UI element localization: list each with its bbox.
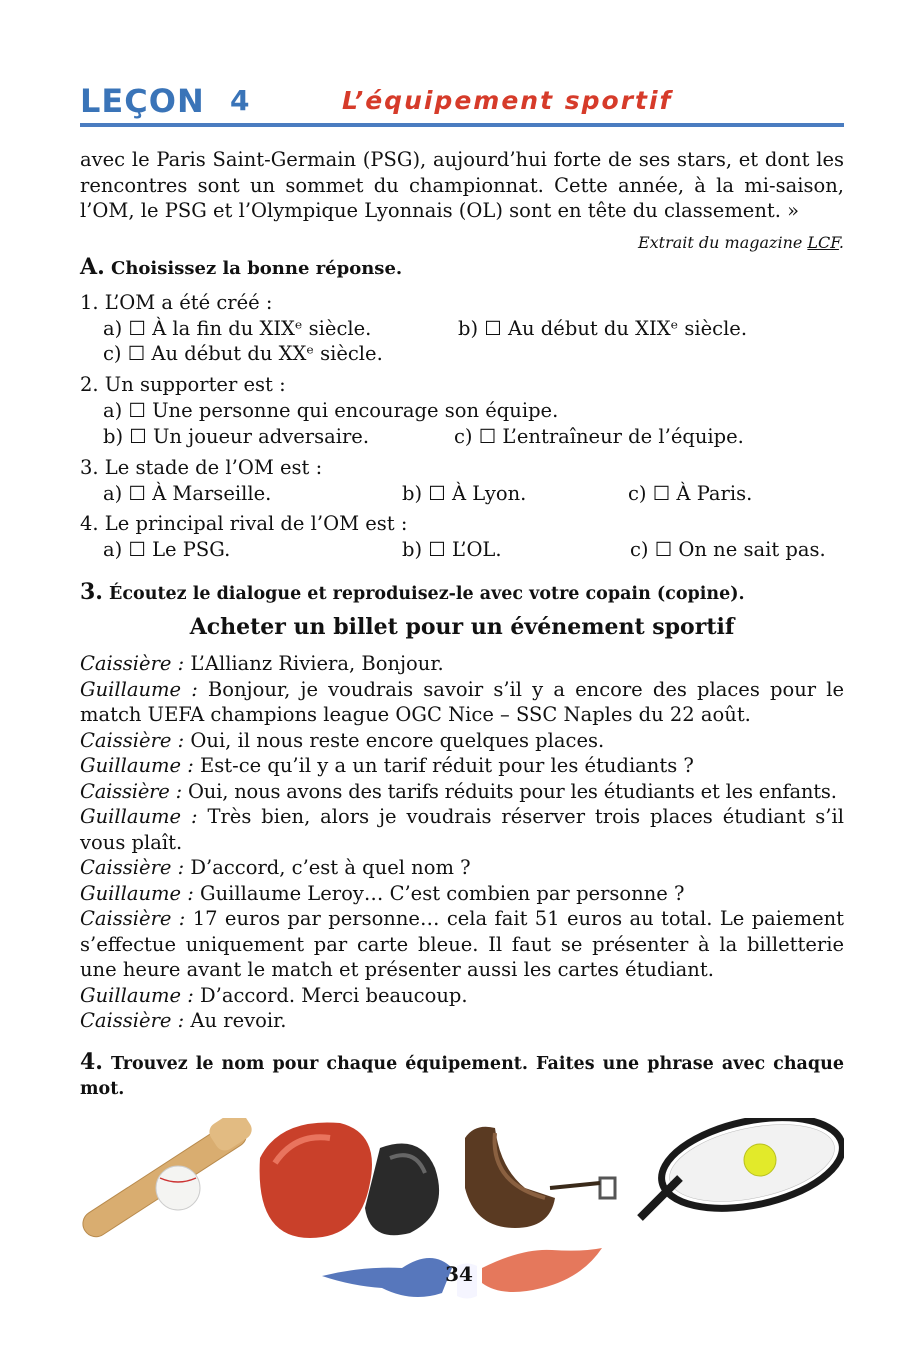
q2-option-a[interactable]: a) ☐ Une personne qui encourage son équipe. [103, 399, 559, 422]
speech: Bonjour, je voudrais savoir s’il y a encore des places pour le match UEFA champions league OGC Nice – SSC Naples du 22 août. [80, 677, 844, 726]
dialogue-line [80, 881, 844, 907]
speaker: Guillaume : [80, 881, 194, 905]
speaker: Caissière : [80, 856, 185, 879]
speaker: Guillaume : [80, 983, 194, 1007]
speaker: Caissière : [80, 779, 183, 803]
q1-option-a[interactable]: a) ☐ À la fin du XIXᵉ siècle. [103, 317, 372, 340]
speech: Est-ce qu’il y a un tarif réduit pour les étudiants ? [193, 754, 694, 777]
speech: Au revoir. [184, 1009, 287, 1032]
lesson-header [80, 80, 844, 124]
speaker: Caissière : [80, 1009, 185, 1032]
speech: L’Allianz Riviera, Bonjour. [184, 652, 444, 675]
dialogue-line [80, 779, 844, 805]
section-a-heading [80, 254, 402, 280]
speaker: Caissière : [80, 652, 185, 675]
q4-option-a[interactable]: a) ☐ Le PSG. [103, 538, 231, 561]
section-4-title: Trouvez le nom pour chaque équipement. Faites une phrase avec chaque mot. [80, 1054, 844, 1099]
dialogue-line [80, 651, 844, 677]
horse-saddle-image [465, 1127, 615, 1228]
q2-option-b[interactable]: b) ☐ Un joueur adversaire. [103, 425, 370, 448]
intro-line: rencontres sont un sommet du championnat. Cette année, à la mi-saison, [80, 173, 844, 197]
tennis-racket-and-ball-image [640, 1118, 844, 1223]
question-1: 1. L’OM a été créé : [80, 291, 273, 314]
speaker: Guillaume : [80, 677, 198, 701]
speech: Oui, il nous reste encore quelques places. [184, 728, 605, 752]
question-3: 3. Le stade de l’OM est : [80, 456, 323, 479]
lesson-title: L’équipement sportif [342, 86, 673, 115]
intro-line: l’OM, le PSG et l’Olympique Lyonnais (OL) sont en tête du classement. » [80, 199, 800, 222]
lesson-label: LEÇON [80, 82, 205, 120]
equipment-pictures [80, 1118, 844, 1238]
section-3-number: 3. [80, 579, 103, 605]
speaker: Guillaume : [80, 754, 194, 777]
dialogue-line [80, 677, 844, 728]
dialogue [80, 651, 844, 1034]
q3-option-b[interactable]: b) ☐ À Lyon. [402, 482, 527, 505]
source-suffix: . [838, 233, 844, 252]
speaker: Guillaume : [80, 805, 198, 828]
question-4: 4. Le principal rival de l’OM est : [80, 512, 408, 535]
section-4-heading [80, 1050, 844, 1102]
q2-option-c[interactable]: c) ☐ L’entraîneur de l’équipe. [454, 425, 744, 448]
q3-option-a[interactable]: a) ☐ À Marseille. [103, 482, 272, 505]
section-4-number: 4. [80, 1049, 103, 1075]
dialogue-line [80, 983, 844, 1009]
dialogue-line [80, 804, 844, 855]
speaker: Caissière : [80, 728, 185, 752]
q1-option-c[interactable]: c) ☐ Au début du XXᵉ siècle. [103, 342, 383, 365]
lesson-number: 4 [230, 84, 250, 117]
header-rule [80, 123, 844, 127]
boxing-gloves-image [260, 1122, 440, 1238]
speech: D’accord. Merci beaucoup. [193, 983, 468, 1007]
dialogue-title: Acheter un billet pour un événement sportif [189, 614, 735, 640]
section-3-heading [80, 579, 745, 605]
section-a-letter: A. [80, 254, 105, 280]
q3-option-c[interactable]: c) ☐ À Paris. [628, 482, 753, 505]
section-3-title: Écoutez le dialogue et reproduisez-le avec votre copain (copine). [102, 584, 745, 604]
question-2: 2. Un supporter est : [80, 373, 286, 396]
q4-option-b[interactable]: b) ☐ L’OL. [402, 538, 502, 561]
speech: Très bien, alors je voudrais réserver trois places étudiant s’il vous plaît. [80, 805, 844, 854]
speech: D’accord, c’est à quel nom ? [184, 856, 471, 879]
source-prefix: Extrait du magazine [637, 233, 808, 252]
speech: Oui, nous avons des tarifs réduits pour les étudiants et les enfants. [182, 779, 837, 803]
dialogue-line [80, 728, 844, 754]
speech: Guillaume Leroy… C’est combien par personne ? [193, 881, 685, 905]
dialogue-line [80, 855, 844, 881]
intro-paragraph [80, 147, 844, 224]
dialogue-line [80, 1008, 844, 1034]
baseball-bat-and-ball-image [80, 1118, 255, 1238]
source-citation [80, 233, 844, 252]
source-magazine: LCF [807, 233, 839, 252]
speaker: Caissière : [80, 907, 186, 930]
section-a-title: Choisissez la bonne réponse. [104, 258, 403, 279]
intro-line: avec le Paris Saint-Germain (PSG), aujourd’hui forte de ses stars, et dont les [80, 148, 844, 171]
speech: 17 euros par personne… cela fait 51 euros au total. Le paiement s’effectue uniquement par carte bleue. Il faut se présenter à la billetterie une heure avant le match et présenter aussi les cartes étudiant. [80, 907, 845, 981]
dialogue-line [80, 906, 844, 983]
q1-option-b[interactable]: b) ☐ Au début du XIXᵉ siècle. [458, 317, 748, 340]
page-number: 34 [445, 1262, 473, 1286]
q4-option-c[interactable]: c) ☐ On ne sait pas. [630, 538, 826, 561]
dialogue-line [80, 753, 844, 779]
